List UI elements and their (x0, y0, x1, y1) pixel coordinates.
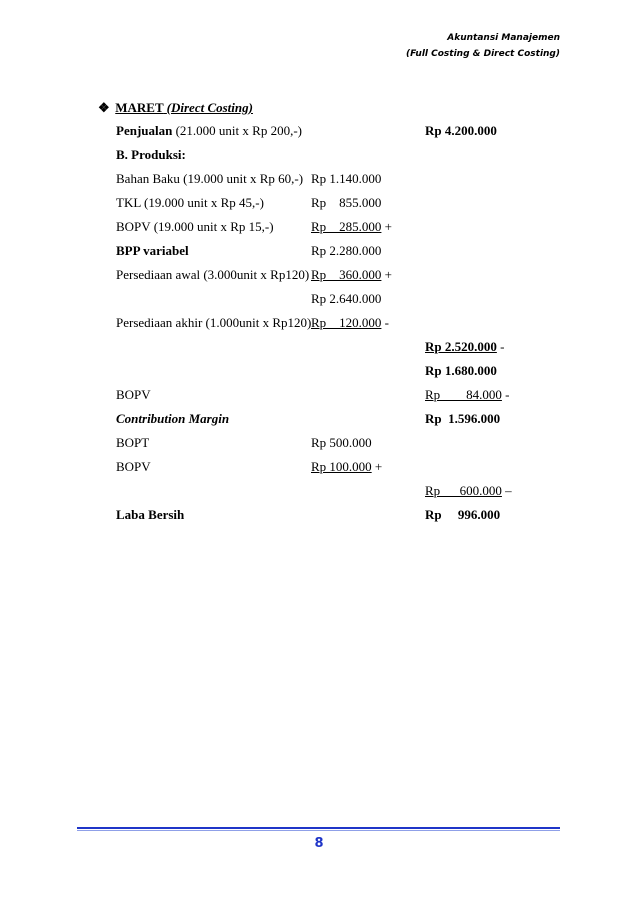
persediaan-awal-label: Persediaan awal (3.000unit x Rp120) (116, 267, 310, 282)
bopv-fixed-label: BOPV (116, 459, 151, 474)
header-title: Akuntansi Manajemen (447, 33, 560, 43)
bahan-baku-label: Bahan Baku (19.000 unit x Rp 60,-) (116, 171, 304, 186)
contribution-margin-value: Rp 1.596.000 (425, 411, 501, 426)
footer-divider-shadow (77, 830, 560, 831)
hpp-value: Rp 2.520.000 - (425, 339, 505, 354)
subtotal-value: Rp 2.640.000 (311, 291, 382, 306)
persediaan-akhir-value: Rp 120.000 - (311, 315, 390, 330)
section-title: MARET (Direct Costing) (115, 100, 253, 115)
bopv-fixed-value: Rp 100.000 + (311, 459, 383, 474)
bopv-expense-label: BOPV (116, 387, 151, 402)
bopv-label: BOPV (19.000 unit x Rp 15,-) (116, 219, 274, 234)
section-subtitle: (Direct Costing) (166, 100, 253, 115)
penjualan-label: Penjualan (21.000 unit x Rp 200,-) (116, 123, 302, 138)
persediaan-akhir-label: Persediaan akhir (1.000unit x Rp120) (116, 315, 312, 330)
page-number: 8 (314, 836, 324, 851)
produksi-heading: B. Produksi: (116, 147, 186, 162)
contribution-margin-label: Contribution Margin (116, 411, 230, 426)
laba-bersih-label: Laba Bersih (116, 507, 185, 522)
bopt-label: BOPT (116, 435, 150, 450)
bopv-value: Rp 285.000 + (311, 219, 393, 234)
bpp-variabel-label: BPP variabel (116, 243, 189, 258)
footer-divider (77, 827, 560, 829)
page-header (406, 30, 560, 62)
tkl-label: TKL (19.000 unit x Rp 45,-) (116, 195, 264, 210)
laba-bersih-value: Rp 996.000 (425, 507, 501, 522)
bopv-expense-value: Rp 84.000 - (425, 387, 510, 402)
total-bop-value: Rp 600.000 – (425, 483, 512, 498)
bopt-value: Rp 500.000 (311, 435, 372, 450)
bahan-baku-value: Rp 1.140.000 (311, 171, 382, 186)
laba-kotor-value: Rp 1.680.000 (425, 363, 497, 378)
diamond-bullet-icon: ❖ (98, 100, 110, 115)
penjualan-value: Rp 4.200.000 (425, 123, 497, 138)
bpp-variabel-value: Rp 2.280.000 (311, 243, 382, 258)
tkl-value: Rp 855.000 (311, 195, 382, 210)
header-subtitle: (Full Costing & Direct Costing) (406, 49, 560, 59)
section-heading (98, 100, 253, 116)
persediaan-awal-value: Rp 360.000 + (311, 267, 393, 282)
